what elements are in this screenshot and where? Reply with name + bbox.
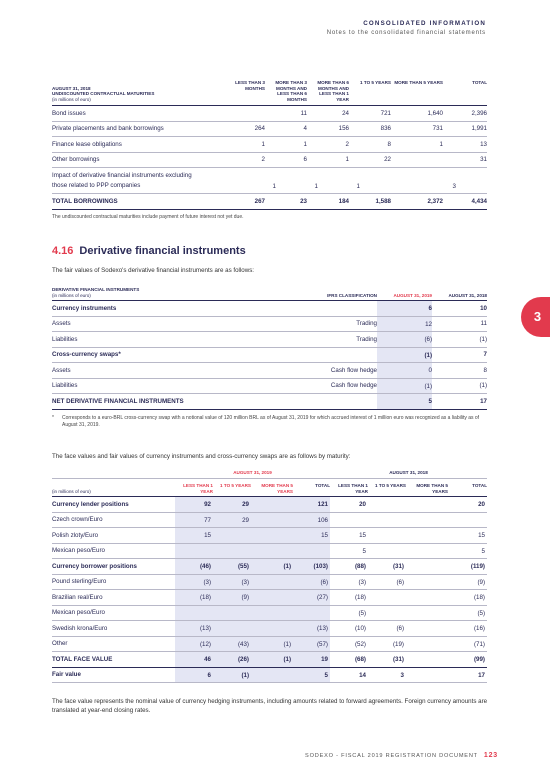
row-label: Czech crown/Euro	[52, 516, 103, 524]
table-row	[52, 317, 487, 333]
row-label: Liabilities	[52, 382, 78, 390]
column-header: TOTAL	[315, 483, 330, 488]
table-cell: (12)	[175, 637, 213, 652]
table-cell: 19	[293, 652, 330, 667]
face-value-table	[52, 470, 487, 683]
row-label: TOTAL BORROWINGS	[52, 198, 118, 205]
value-2019: 0	[377, 363, 432, 378]
table-cell: 264	[254, 125, 265, 133]
row-label: Currency instruments	[52, 304, 117, 312]
table-cell: (55)	[213, 559, 251, 574]
row-label: Impact of derivative financial instruments excluding those related to PPP companies	[52, 172, 192, 189]
table-cell: 1	[314, 183, 318, 190]
table-cell: 1	[272, 183, 276, 190]
table-cell: (9)	[213, 590, 251, 605]
table-row	[52, 348, 487, 364]
row-label: TOTAL FACE VALUE	[52, 655, 113, 663]
col-2019: AUGUST 31, 2019	[393, 292, 432, 298]
ifrs-cell: Cash flow hedge	[330, 382, 377, 390]
table-cell: 1,991	[471, 125, 487, 133]
table-cell: 3	[400, 671, 404, 679]
table-cell	[448, 513, 487, 528]
table-row	[52, 153, 487, 169]
table-cell: (68)	[354, 656, 366, 663]
section-title: 4.16 Derivative financial instruments	[52, 245, 246, 257]
table-row	[52, 137, 487, 153]
table-cell: 8	[387, 140, 391, 148]
table-row	[52, 621, 487, 637]
table-cell: 106	[293, 513, 330, 528]
column-header: MORE THAN 6 MONTHS AND LESS THAN 1 YEAR	[317, 80, 349, 102]
table-cell	[406, 575, 448, 590]
table-cell: (5)	[358, 609, 366, 617]
table-cell	[406, 528, 448, 543]
col-2018: AUGUST 31, 2018	[448, 292, 487, 298]
row-label: Fair value	[52, 671, 81, 679]
ifrs-cell: Trading	[356, 320, 377, 328]
row-label: Pound sterling/Euro	[52, 578, 107, 586]
table-cell: 1,640	[427, 109, 443, 117]
table-row	[52, 575, 487, 591]
table-row	[52, 122, 487, 138]
table-cell: 1	[356, 183, 360, 190]
section-intro: The fair values of Sodexo's derivative financial instruments are as follows:	[52, 267, 255, 274]
closing-text: The face value represents the nominal value of currency hedging instruments, including amounts related to forward agreements. Foreign currency amounts are translated at year-end closing rates.	[52, 698, 488, 715]
table-cell: 5	[293, 668, 330, 683]
table-cell: 1	[439, 140, 443, 148]
column-header: MORE THAN 5 YEARS	[394, 80, 443, 85]
value-2019: (1)	[377, 379, 432, 394]
table-cell: 15	[293, 528, 330, 543]
row-label: Polish zloty/Euro	[52, 531, 99, 539]
table-cell: 2,372	[427, 198, 443, 205]
table-row	[52, 332, 487, 348]
table-cell: 11	[300, 109, 307, 117]
column-header: MORE THAN 3 MONTHS AND LESS THAN 6 MONTHS	[275, 80, 307, 102]
row-label: Bond issues	[52, 109, 86, 117]
table-row	[52, 497, 487, 513]
table-cell	[293, 606, 330, 621]
table-cell: 13	[480, 140, 487, 148]
table-row	[52, 637, 487, 653]
table-row	[52, 106, 487, 122]
column-header: LESS THAN 3 MONTHS	[235, 80, 265, 91]
table-row	[52, 668, 487, 684]
table-cell	[368, 528, 406, 543]
derivatives-table	[52, 287, 487, 429]
table-cell: 15	[175, 528, 213, 543]
total-row	[52, 194, 487, 210]
column-header: LESS THAN 1 YEAR	[338, 483, 368, 494]
table-cell	[368, 513, 406, 528]
chapter-tab[interactable]: 3	[521, 297, 550, 337]
table-cell: 267	[254, 198, 265, 205]
table-cell: (1)	[251, 637, 293, 652]
table-cell: (88)	[354, 563, 366, 570]
table-cell	[330, 513, 368, 528]
table-cell	[368, 606, 406, 621]
derivatives-table-unit: (in millions of euro)	[52, 292, 91, 298]
table-row	[52, 559, 487, 575]
row-label: Currency lender positions	[52, 500, 129, 508]
table-cell: (99)	[473, 656, 485, 663]
table-row	[52, 363, 487, 379]
table-cell: 1	[303, 140, 307, 148]
value-2019: 12	[377, 317, 432, 332]
page-number: 123	[483, 752, 498, 759]
table-cell: (10)	[354, 625, 366, 632]
value-2018: 7	[483, 351, 487, 359]
table-cell: (26)	[213, 652, 251, 667]
row-label: Other	[52, 640, 68, 648]
value-2018: 8	[483, 366, 487, 374]
table-cell	[251, 497, 293, 512]
column-header: 1 TO 5 YEARS	[360, 80, 391, 85]
table-cell	[406, 652, 448, 667]
table-cell: (3)	[358, 578, 366, 586]
table-cell	[213, 621, 251, 636]
table-cell: 184	[338, 198, 349, 205]
table-cell: (5)	[477, 609, 485, 617]
table-cell	[251, 544, 293, 559]
table-cell	[406, 606, 448, 621]
column-header: LESS THAN 1 YEAR	[183, 483, 213, 494]
row-label: Assets	[52, 320, 71, 328]
table-cell: (71)	[473, 640, 485, 648]
derivatives-table-title: DERIVATIVE FINANCIAL INSTRUMENTS	[52, 287, 140, 292]
table-cell	[251, 668, 293, 683]
table-cell	[406, 513, 448, 528]
table-cell: (43)	[213, 637, 251, 652]
table-cell	[368, 544, 406, 559]
table-cell	[293, 544, 330, 559]
table-cell: 5	[481, 547, 485, 555]
table-cell	[368, 497, 406, 512]
table-row	[52, 528, 487, 544]
table-cell: (18)	[175, 590, 213, 605]
table-cell: (19)	[392, 640, 404, 648]
value-2018: 11	[480, 320, 487, 328]
table-cell: (31)	[392, 656, 404, 663]
table-cell: 92	[175, 497, 213, 512]
row-label: Finance lease obligations	[52, 140, 122, 148]
table-cell	[406, 668, 448, 683]
face-table-unit: (in millions of euro)	[52, 488, 91, 494]
table-cell	[251, 528, 293, 543]
table-cell: (1)	[213, 668, 251, 683]
ifrs-cell: Trading	[356, 335, 377, 343]
table-cell: 29	[213, 513, 251, 528]
row-label: Liabilities	[52, 335, 78, 343]
table-cell: (52)	[354, 640, 366, 648]
table-cell	[406, 590, 448, 605]
table-row	[52, 379, 487, 395]
table-cell: (6)	[293, 575, 330, 590]
table-cell: (27)	[293, 590, 330, 605]
row-label: Mexican peso/Euro	[52, 609, 105, 617]
column-header: 1 TO 5 YEARS	[375, 483, 406, 488]
table-cell: 1	[345, 156, 349, 164]
table-cell: (6)	[396, 625, 404, 632]
table-cell: (13)	[293, 621, 330, 636]
table-cell	[251, 575, 293, 590]
table-cell: 15	[478, 532, 485, 539]
value-2019: (1)	[377, 348, 432, 363]
value-2018: (1)	[479, 335, 487, 343]
value-2019: (6)	[377, 332, 432, 347]
table-cell: 6	[175, 668, 213, 683]
table-cell	[251, 606, 293, 621]
column-header: MORE THAN 5 YEARS	[261, 483, 293, 494]
table-cell: 6	[303, 156, 307, 164]
table-cell: (6)	[396, 578, 404, 586]
table-cell	[213, 528, 251, 543]
group-2019: AUGUST 31, 2019	[233, 470, 272, 475]
table-cell: 4,434	[471, 198, 487, 205]
table-cell	[251, 621, 293, 636]
table-cell: 31	[480, 156, 487, 164]
table-row	[52, 652, 487, 668]
row-label: Other borrowings	[52, 156, 100, 164]
table-cell: 14	[359, 671, 366, 679]
table-cell: 2	[261, 156, 265, 164]
table-cell: 1	[261, 140, 265, 148]
table-cell	[251, 513, 293, 528]
value-2019: 6	[377, 301, 432, 316]
table-cell: 836	[380, 125, 391, 133]
table-cell: (46)	[175, 559, 213, 574]
table-row	[52, 301, 487, 317]
table-cell: 20	[359, 501, 366, 508]
table-cell: 3	[452, 183, 456, 190]
table-cell: 29	[213, 497, 251, 512]
table-cell: (18)	[354, 594, 366, 601]
table-cell: (119)	[470, 563, 485, 570]
table-cell: (1)	[251, 652, 293, 667]
table-cell: (16)	[473, 625, 485, 632]
col-ifrs: IFRS CLASSIFICATION	[327, 292, 377, 298]
row-label: Cross-currency swaps*	[52, 351, 121, 359]
table-cell	[175, 606, 213, 621]
ifrs-cell: Cash flow hedge	[330, 366, 377, 374]
table-cell: (3)	[213, 575, 251, 590]
row-label: Assets	[52, 366, 71, 374]
row-label: Mexican peso/Euro	[52, 547, 105, 555]
maturity-note: The undiscounted contractual maturities include payment of future interest not yet due.	[52, 214, 244, 220]
table-cell: (103)	[293, 559, 330, 574]
table-cell: 20	[478, 501, 485, 508]
page-footer: SODEXO - FISCAL 2019 REGISTRATION DOCUMENT 123	[305, 752, 498, 759]
row-label: Private placements and bank borrowings	[52, 125, 164, 133]
table-cell	[368, 590, 406, 605]
row-label: Swedish krona/Euro	[52, 624, 108, 632]
table-row	[52, 590, 487, 606]
table-cell: 2,396	[471, 109, 487, 117]
table-cell	[251, 590, 293, 605]
table-cell	[406, 621, 448, 636]
table-cell: 5	[362, 547, 366, 555]
table-cell: (9)	[477, 578, 485, 586]
table-cell	[406, 637, 448, 652]
table-row	[52, 606, 487, 622]
column-header: TOTAL	[472, 80, 487, 85]
table-cell: 2	[345, 140, 349, 148]
table-cell: 156	[338, 125, 349, 133]
table-cell: (31)	[392, 563, 404, 570]
table-cell: 15	[359, 532, 366, 539]
table-cell	[406, 497, 448, 512]
table-cell: 4	[303, 125, 307, 133]
table-cell: (18)	[473, 594, 485, 601]
table-cell: 1,588	[375, 198, 391, 205]
table-cell: (3)	[175, 575, 213, 590]
table-cell: 77	[175, 513, 213, 528]
value-2018: 10	[480, 304, 487, 312]
maturity-table-title: AUGUST 31, 2018 UNDISCOUNTED CONTRACTUAL MATURITIES (in millions of euro)	[52, 85, 155, 102]
table-cell: 731	[432, 125, 443, 133]
derivatives-total-row: NET DERIVATIVE FINANCIAL INSTRUMENTS 5 17	[52, 394, 487, 410]
table-cell	[213, 544, 251, 559]
table-cell: (57)	[293, 637, 330, 652]
table-row	[52, 544, 487, 560]
column-header: 1 TO 5 YEARS	[220, 483, 251, 488]
column-header: MORE THAN 5 YEARS	[416, 483, 448, 494]
row-label: Currency borrower positions	[52, 562, 137, 570]
table-row	[52, 513, 487, 529]
section-header: CONSOLIDATED INFORMATION	[363, 20, 486, 27]
derivatives-footnote: * Corresponds to a euro-BRL cross-currency swap with a notional value of 120 million BRL as of August 31, 2019 for which accrued interest of 1 million euro was recognized as a liability as of August 31, 2019.	[52, 414, 480, 428]
table-cell	[213, 606, 251, 621]
table-cell: 23	[300, 198, 307, 205]
table-cell: 721	[380, 109, 391, 117]
table-cell	[175, 544, 213, 559]
subsection-header: Notes to the consolidated financial statements	[326, 30, 486, 36]
table-cell: (1)	[251, 559, 293, 574]
table-cell	[406, 559, 448, 574]
table-cell: 121	[293, 497, 330, 512]
table-cell: 46	[175, 652, 213, 667]
group-2018: AUGUST 31, 2018	[389, 470, 428, 475]
table-cell: 24	[342, 109, 349, 117]
table-cell	[406, 544, 448, 559]
table-row	[52, 168, 487, 194]
column-header: TOTAL	[472, 483, 487, 488]
table-cell: 17	[478, 671, 485, 679]
table-cell: (13)	[175, 621, 213, 636]
table-cell: 22	[384, 156, 391, 164]
row-label: Brazilian real/Euro	[52, 593, 103, 601]
value-2018: (1)	[479, 382, 487, 390]
maturity-table	[52, 80, 487, 220]
face-values-intro: The face values and fair values of currency instruments and cross-currency swaps are as follows by maturity:	[52, 453, 351, 460]
